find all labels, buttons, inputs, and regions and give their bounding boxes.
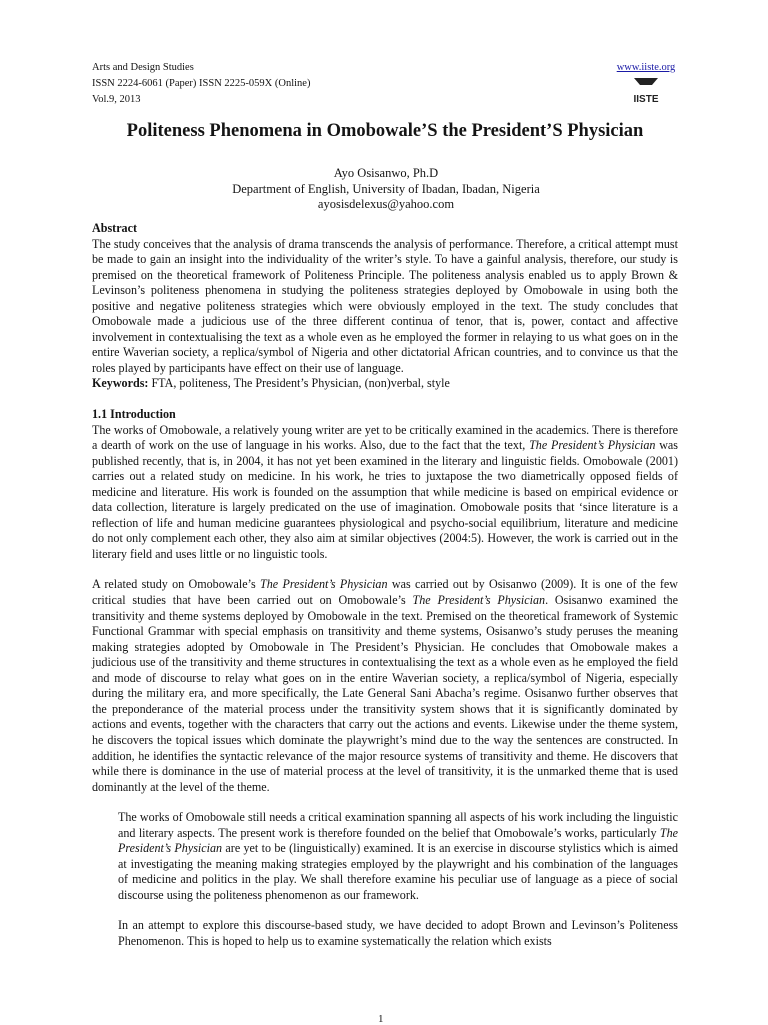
page-number: 1 bbox=[378, 1013, 384, 1025]
journal-brand bbox=[612, 62, 680, 106]
abstract-heading: Abstract bbox=[92, 221, 138, 235]
journal-issn: ISSN 2224-6061 (Paper) ISSN 2225-059X (Online) bbox=[92, 78, 311, 89]
journal-volume: Vol.9, 2013 bbox=[92, 94, 141, 105]
intro-paragraph-4: In an attempt to explore this discourse-based study, we have decided to adopt Brown and Levinson’s Politeness Phenomenon. This is hoped to help us to examine systematically the relation which exists bbox=[118, 918, 678, 948]
intro-heading: 1.1 Introduction bbox=[92, 407, 176, 422]
keywords-label: Keywords: bbox=[92, 376, 149, 391]
abstract-text: The study conceives that the analysis of drama transcends the analysis of performance. Therefore, a critical attempt must be made to gain an insight into the individuality of the writer’s style. To have a gainful analysis, therefore, our study is premised on the theoretical framework of Politeness Principle. The politeness analysis enabled us to apply Brown & Levinson’s politeness phenomena in studying the politeness strategies deployed by Omobowale in using both the positive and negative politeness strategies which were obviously employed in the text. The study concludes that Omobowale made a judicious use of the three different continua of tenor, that is, power, contact and affective involvement in contextualising the text as a whole even as he employed the former in relaying to us what goes on in the entire Waverian society, a replica/symbol of Nigeria and other dictatorial African countries, and to convince us that the roles played by participants have effect on their use of language. bbox=[92, 236, 678, 375]
intro-paragraph-2: A related study on Omobowale’s The President’s Physician was carried out by Osisanwo (2009). It is one of the few critical studies that have been carried out on Omobowale’s The President’s Physician. Osisanwo examined the transitivity and theme systems deployed by Omobowale in the text. Premised on the theoretical framework of Systemic Functional Grammar with special emphasis on transitivity and theme systems, Osisanwo’s study peruses the meaning making strategies adopted by Omobowale in The President’s Physician. He concludes that Omobowale makes a judicious use of the transitivity and theme structures in contextualising the text as a whole even as he employed the field and mode of discourse to relay what goes on in the entire Waverian society, a replica/symbol of Nigeria, especially during the military era, and more specifically, the Late General Sani Abacha’s regime. Osisanwo further observes that the preponderance of the material process under the transitivity system shows that it is significantly dominated by actions and events, together with the characters that carry out the actions and events. Likewise under the theme system, he discovers the topical issues which dominate the playwright’s mind due to the way the sentences are constructed. In addition, he identifies the syntactic relevance of the major resource systems of transitivity and theme. He discovers that while there is dominance in the use of material process at the level of transitivity, it is the unmarked theme that is used dominantly at the level of the theme. bbox=[92, 577, 679, 794]
journal-name: Arts and Design Studies bbox=[92, 62, 194, 73]
journal-url-link[interactable]: www.iiste.org bbox=[616, 62, 676, 73]
author-email: ayosisdelexus@yahoo.com bbox=[317, 197, 455, 211]
author-name: Ayo Osisanwo, Ph.D bbox=[333, 166, 439, 180]
intro-paragraph-3: The works of Omobowale still needs a critical examination spanning all aspects of his work including the linguistic and literary aspects. The present work is therefore founded on the belief that Omobowale’s works, particularly The President’s Physician are yet to be (linguistically) examined. It is an exercise in discourse stylistics which is aimed at investigating the meaning making strategies employed by the playwright and his combination of the languages of medicine and politics in the play. We shall therefore examine his peculiar use of language as a piece of social discourse using the politeness phenomenon as our framework. bbox=[118, 810, 678, 902]
intro-paragraph-1: The works of Omobowale, a relatively young writer are yet to be critically examined in the academics. There is therefore a dearth of work on the use of language in his works. Also, due to the fact that the text, The President’s Physician was published recently, that is, in 2004, it has not yet been examined in the literary and linguistic fields. Omobowale (2001) carries out a related study on medicine. In his work, he tries to juxtapose the two diametrically opposed fields of medicine and literature. His work is founded on the assumption that while medicine is based on empirical evidence or data collection, literature is largely predicated on the use of imagination. Omobowale posits that ‘since literature is a reflection of life and human medicine guarantees physiological and psycho-social equilibrium, literature and medicine do not only complement each other, they also aim at similar objectives (2004:5). However, the work is carried out in the literary field and uses little or no linguistic tools. bbox=[92, 422, 678, 561]
logo-text: IISTE bbox=[633, 94, 659, 105]
paper-title: Politeness Phenomena in Omobowale’S the President’S Physician bbox=[126, 121, 644, 141]
keywords-list: FTA, politeness, The President’s Physician, (non)verbal, style bbox=[148, 376, 450, 391]
iiste-logo-icon bbox=[631, 76, 661, 106]
journal-header bbox=[92, 60, 310, 108]
author-affiliation: Department of English, University of Ibadan, Ibadan, Nigeria bbox=[232, 181, 540, 196]
keywords bbox=[92, 376, 678, 392]
paper-body bbox=[92, 221, 678, 950]
author-block bbox=[90, 166, 682, 213]
